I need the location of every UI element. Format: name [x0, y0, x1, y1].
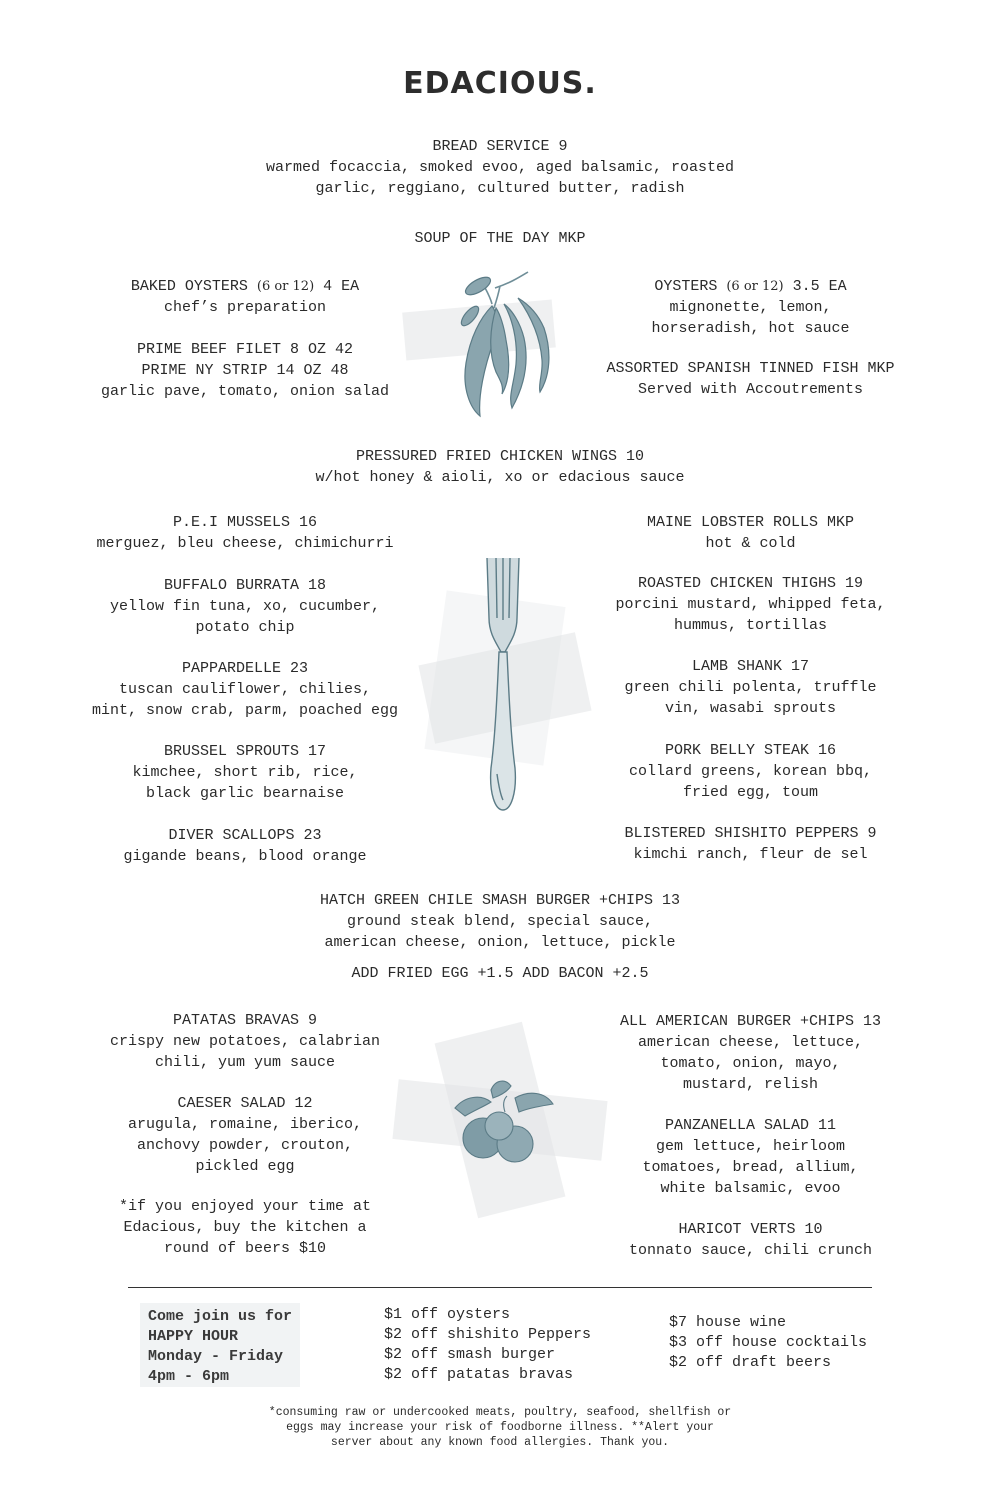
menu-item-patatas-bravas	[90, 1010, 400, 1073]
item-name: CAESER SALAD 12	[177, 1095, 313, 1112]
item-desc: *if you enjoyed your time at	[118, 1198, 372, 1215]
menu-item-prime-beef	[90, 339, 400, 402]
menu-item-chicken-wings	[0, 446, 1000, 488]
menu-item-haricot-verts	[598, 1219, 903, 1261]
item-desc: kimchi ranch, fleur de sel	[633, 846, 868, 863]
item-desc: vin, wasabi sprouts	[664, 700, 837, 717]
item-desc: pickled egg	[195, 1158, 295, 1175]
item-desc: tomato, onion, mayo,	[660, 1055, 841, 1072]
menu-item-soup	[0, 228, 1000, 249]
fork-illustration	[405, 548, 605, 828]
happy-hour-line: 4pm - 6pm	[148, 1368, 230, 1385]
menu-item-shishito	[598, 823, 903, 865]
disclaimer-line: *consuming raw or undercooked meats, poultry, seafood, shellfish or	[268, 1406, 732, 1419]
item-name: PRIME BEEF FILET 8 OZ 42	[136, 341, 354, 358]
kitchen-beers-note	[90, 1196, 400, 1259]
item-desc: garlic, reggiano, cultured butter, radish	[315, 180, 685, 197]
burger-add-ons	[0, 963, 1000, 984]
item-desc: chili, yum yum sauce	[154, 1054, 336, 1071]
item-desc: tonnato sauce, chili crunch	[628, 1242, 873, 1259]
item-desc: round of beers $10	[163, 1240, 327, 1257]
item-desc: Served with Accoutrements	[637, 381, 864, 398]
item-desc: gigande beans, blood orange	[123, 848, 367, 865]
happy-hour-special: $2 off draft beers	[669, 1354, 832, 1371]
item-name: BRUSSEL SPROUTS 17	[163, 743, 327, 760]
item-desc: crispy new potatoes, calabrian	[109, 1033, 381, 1050]
happy-hour-special: $1 off oysters	[384, 1306, 511, 1323]
item-desc: potato chip	[195, 619, 295, 636]
item-desc: mint, snow crab, parm, poached egg	[91, 702, 399, 719]
item-desc: white balsamic, evoo	[660, 1180, 841, 1197]
item-desc: ground steak blend, special sauce,	[346, 913, 654, 930]
menu-item-hatch-burger	[0, 890, 1000, 953]
item-name: ADD FRIED EGG +1.5 ADD BACON +2.5	[351, 965, 649, 982]
item-name: PRESSURED FRIED CHICKEN WINGS 10	[355, 448, 645, 465]
item-desc: american cheese, onion, lettuce, pickle	[324, 934, 676, 951]
item-name: PAPPARDELLE 23	[181, 660, 309, 677]
item-name: PATATAS BRAVAS 9	[172, 1012, 318, 1029]
menu-item-pork-belly	[598, 740, 903, 803]
menu-item-lobster-rolls	[598, 512, 903, 554]
happy-hour-intro	[148, 1307, 292, 1387]
happy-hour-line: Come join us for	[148, 1308, 293, 1325]
item-desc: gem lettuce, heirloom	[655, 1138, 846, 1155]
item-name: HATCH GREEN CHILE SMASH BURGER +CHIPS 13	[319, 892, 681, 909]
item-desc: collard greens, korean bbq,	[628, 763, 873, 780]
happy-hour-special: $7 house wine	[669, 1314, 787, 1331]
happy-hour-specials-drinks	[669, 1313, 867, 1373]
item-name: BREAD SERVICE 9	[432, 138, 568, 155]
chili-peppers-illustration	[400, 268, 560, 418]
happy-hour-special: $2 off shishito Peppers	[384, 1326, 592, 1343]
happy-hour-special: $3 off house cocktails	[669, 1334, 868, 1351]
menu-item-pappardelle	[90, 658, 400, 721]
item-desc: garlic pave, tomato, onion salad	[100, 383, 390, 400]
menu-item-burrata	[90, 575, 400, 638]
item-desc: kimchee, short rib, rice,	[132, 764, 358, 781]
menu-item-american-burger	[598, 1011, 903, 1095]
menu-item-panzanella	[598, 1115, 903, 1199]
item-desc: horseradish, hot sauce	[651, 320, 850, 337]
item-name: P.E.I MUSSELS 16	[172, 514, 318, 531]
tomatoes-illustration	[395, 1020, 610, 1220]
item-name: ROASTED CHICKEN THIGHS 19	[637, 575, 864, 592]
item-desc: anchovy powder, crouton,	[136, 1137, 354, 1154]
item-desc: merguez, bleu cheese, chimichurri	[96, 535, 394, 552]
item-name: BLISTERED SHISHITO PEPPERS 9	[624, 825, 877, 842]
menu-item-mussels	[90, 512, 400, 554]
item-name: BAKED OYSTERS (6 or 12) 4 EA	[130, 278, 360, 295]
item-name: ASSORTED SPANISH TINNED FISH MKP	[606, 360, 895, 377]
happy-hour-line: HAPPY HOUR	[148, 1328, 239, 1345]
item-desc: Edacious, buy the kitchen a	[123, 1219, 367, 1236]
item-desc: arugula, romaine, iberico,	[127, 1116, 363, 1133]
item-name: LAMB SHANK 17	[691, 658, 810, 675]
item-desc: chef’s preparation	[163, 299, 327, 316]
item-name: OYSTERS (6 or 12) 3.5 EA	[654, 278, 847, 295]
menu-item-lamb-shank	[598, 656, 903, 719]
happy-hour-line: Monday - Friday	[148, 1348, 284, 1365]
item-name: BUFFALO BURRATA 18	[163, 577, 327, 594]
item-name: HARICOT VERTS 10	[678, 1221, 823, 1238]
item-desc: green chili polenta, truffle	[624, 679, 877, 696]
item-desc: hummus, tortillas	[673, 617, 828, 634]
menu-item-tinned-fish	[598, 358, 903, 400]
item-name: PORK BELLY STEAK 16	[664, 742, 837, 759]
item-name: MAINE LOBSTER ROLLS MKP	[646, 514, 855, 531]
menu-item-oysters	[598, 276, 903, 339]
item-desc: yellow fin tuna, xo, cucumber,	[109, 598, 381, 615]
item-desc: hot & cold	[705, 535, 796, 552]
item-desc: fried egg, toum	[682, 784, 819, 801]
item-name: DIVER SCALLOPS 23	[168, 827, 322, 844]
happy-hour-special: $2 off patatas bravas	[384, 1366, 574, 1383]
item-desc: porcini mustard, whipped feta,	[615, 596, 886, 613]
item-name: ALL AMERICAN BURGER +CHIPS 13	[619, 1013, 882, 1030]
disclaimer-line: eggs may increase your risk of foodborne illness. **Alert your	[286, 1421, 714, 1434]
menu-item-scallops	[90, 825, 400, 867]
section-divider	[128, 1287, 872, 1288]
item-desc: tuscan cauliflower, chilies,	[118, 681, 372, 698]
item-name: SOUP OF THE DAY MKP	[414, 230, 586, 247]
item-name: PRIME NY STRIP 14 OZ 48	[141, 362, 349, 379]
menu-item-bread-service	[0, 136, 1000, 199]
item-name: PANZANELLA SALAD 11	[664, 1117, 837, 1134]
happy-hour-special: $2 off smash burger	[384, 1346, 556, 1363]
item-desc: mignonette, lemon,	[669, 299, 832, 316]
item-desc: tomatoes, bread, allium,	[642, 1159, 859, 1176]
menu-item-baked-oysters	[90, 276, 400, 318]
item-desc: black garlic bearnaise	[145, 785, 345, 802]
menu-item-brussel-sprouts	[90, 741, 400, 804]
item-desc: american cheese, lettuce,	[637, 1034, 864, 1051]
item-desc: warmed focaccia, smoked evoo, aged balsamic, roasted	[265, 159, 735, 176]
disclaimer-line: server about any known food allergies. Thank you.	[330, 1436, 670, 1449]
item-desc: w/hot honey & aioli, xo or edacious sauce	[315, 469, 685, 486]
allergy-disclaimer	[0, 1405, 1000, 1450]
menu-title: EDACIOUS.	[403, 66, 597, 101]
happy-hour-specials-food	[384, 1305, 591, 1385]
menu-item-caeser-salad	[90, 1093, 400, 1177]
menu-item-chicken-thighs	[598, 573, 903, 636]
item-desc: mustard, relish	[682, 1076, 819, 1093]
